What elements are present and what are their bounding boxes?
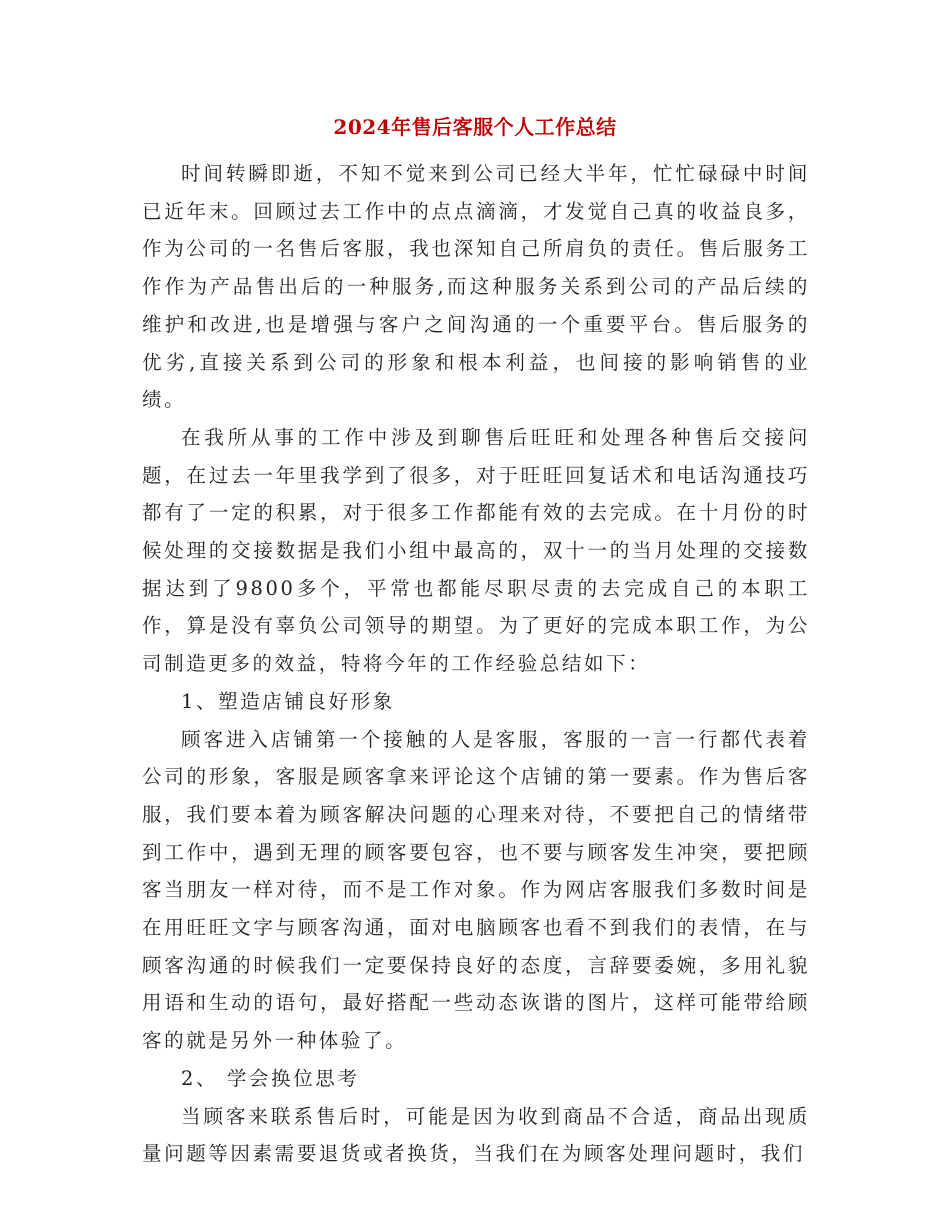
section-heading-2: 2、 学会换位思考 <box>181 1066 360 1090</box>
section-paragraph-1: 顾客进入店铺第一个接触的人是客服，客服的一言一行都代表着公司的形象，客服是顾客拿来评论这个店铺的第一要素。作为售后客服，我们要本着为顾客解决问题的心理来对待，不要把自己的情绪带到工作中，遇到无理的顾客要包容，也不要与顾客发生冲突，要把顾客当朋友一样对待，而不是工作对象。作为网店客服我们多数时间是在用旺旺文字与顾客沟通，面对电脑顾客也看不到我们的表情，在与顾客沟通的时候我们一定要保持良好的态度，言辞要委婉，多用礼貌用语和生动的语句，最好搭配一些动态诙谐的图片，这样可能带给顾客的就是另外一种体验了。 <box>142 727 810 1053</box>
work-summary-paragraph: 在我所从事的工作中涉及到聊售后旺旺和处理各种售后交接问题，在过去一年里我学到了很多，对于旺旺回复话术和电话沟通技巧都有了一定的积累，对于很多工作都能有效的去完成。在十月份的时候处理的交接数据是我们小组中最高的，双十一的当月处理的交接数据达到了9800多个，平常也都能尽职尽责的去完成自己的本职工作，算是没有辜负公司领导的期望。为了更好的完成本职工作，为公司制造更多的效益，特将今年的工作经验总结如下： <box>142 425 810 676</box>
intro-paragraph: 时间转瞬即逝，不知不觉来到公司已经大半年，忙忙碌碌中时间已近年末。回顾过去工作中的点点滴滴，才发觉自己真的收益良多，作为公司的一名售后客服，我也深知自己所肩负的责任。售后服务工作作为产品售出后的一种服务,而这种服务关系到公司的产品后续的维护和改进,也是增强与客户之间沟通的一个重要平台。售后服务的优劣,直接关系到公司的形象和根本利益，也间接的影响销售的业绩。 <box>142 162 810 412</box>
section-paragraph-2: 当顾客来联系售后时，可能是因为收到商品不合适，商品出现质量问题等因素需要退货或者换货，当我们在为顾客处理问题时，我们 <box>142 1104 810 1166</box>
document-body <box>142 155 810 1173</box>
document-title: 2024年售后客服个人工作总结 <box>333 115 617 139</box>
section-heading-1: 1、塑造店铺良好形象 <box>181 689 395 713</box>
